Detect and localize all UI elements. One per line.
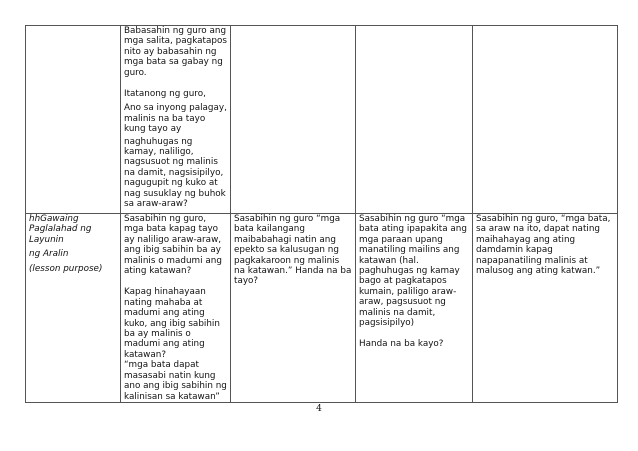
teacher-activity-cell [473, 214, 618, 403]
teacher-activity-cell [231, 214, 356, 403]
cell-text: Itatanong ng guro, [124, 89, 206, 100]
cell-text: “mga bata dapat masasabi natin kung ano ang ibig sabihin ng kalinisan sa katawan” [124, 360, 227, 402]
empty-cell [473, 26, 618, 214]
row-label-text: (lesson purpose) [29, 263, 103, 274]
empty-cell [231, 26, 356, 214]
cell-text: Handa na ba kayo? [359, 339, 444, 350]
table-row [26, 26, 618, 214]
cell-text: Babasahin ng guro ang mga salita, pagkatapos nito ay babasahin ng mga bata sa gabay ng guro. [124, 26, 227, 78]
cell-text: Kapag hinahayaan nating mahaba at madumi ang ating kuko, ang ibig sabihin ba ay malinis o madumi ang ating katawan? [124, 287, 220, 360]
cell-text: naghuhugas ng kamay, naliligo, nagsusuot ng malinis na damit, nagsisipilyo, nagugupit ng kuko at nag susuklay ng buhok sa araw-araw? [124, 136, 226, 210]
cell-text: Sasabihin ng guro, “mga bata, sa araw na ito, dapat nating maihahayag ang ating damdamin kapag napapanatiling malinis at malusog ang ating katwan.” [476, 214, 611, 277]
row-label-text: ng Aralin [29, 249, 69, 260]
row-label-text: hhGawaing Paglalahad ng Layunin [29, 214, 92, 245]
cell-text: Sasabihin ng guro “mga bata kailangang maibabahagi natin ang epekto sa kalusugan ng pagkakaroon ng malinis na katawan.” Handa na ba tayo? [234, 214, 352, 287]
cell-text: Sasabihin ng guro “mga bata ating ipapakita ang mga paraan upang manatiling mailins ang katawan (hal. paghuhugas ng kamay bago at pagkatapos kumain, paliligo araw-araw, pagsusuot ng malinis na damit, pagsisipilyo) [359, 214, 467, 329]
row-label-cell-empty [26, 26, 121, 214]
table-row [26, 214, 618, 403]
teacher-activity-cell [121, 214, 231, 403]
teacher-activity-cell [356, 214, 473, 403]
page-number: 4 [316, 404, 322, 414]
cell-text: Ano sa inyong palagay, malinis na ba tayo kung tayo ay [124, 103, 227, 135]
cell-text: Sasabihin ng guro, mga bata kapag tayo ay naliligo araw-araw, ang ibig sabihin ba ay malinis o madumi ang ating katawan? [124, 214, 222, 277]
teacher-activity-cell [121, 26, 231, 214]
empty-cell [356, 26, 473, 214]
lesson-plan-table [25, 25, 618, 403]
row-label-cell [26, 214, 121, 403]
